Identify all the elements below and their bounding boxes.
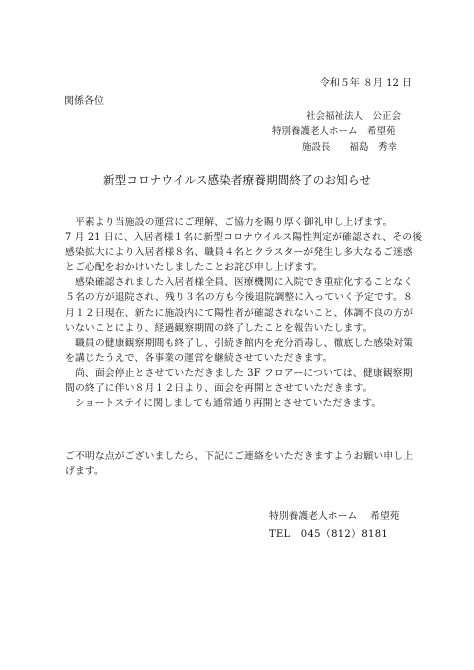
body-line: 尚、面会停止とさせていただきました 3F フロアーについては、健康観察期: [65, 367, 413, 379]
body-line: とご心配をおかけいたしましたことお詫び申し上げます。: [65, 262, 323, 274]
closing-line: げます。: [65, 466, 105, 478]
body-line: を講じたうえで、各事業の運営を継続させていただきます。: [65, 352, 333, 364]
sender-director: 施設長 福島 秀幸: [302, 142, 398, 153]
body-line: 感染確認されました入居者様全員、医療機関に入院でき重症化することなく: [65, 277, 414, 289]
sender-organization: 社会福祉法人 公正会: [306, 111, 402, 122]
body-line: 平素より当施設の運営にご理解、ご協力を賜り厚く御礼申し上げます。: [65, 217, 393, 228]
body-line: ショートステイに関しましても通常通り再開とさせていただきます。: [65, 398, 382, 410]
contact-phone: TEL 045（812）8181: [269, 529, 389, 540]
sender-facility: 特別養護老人ホーム 希望苑: [272, 126, 396, 137]
contact-facility-name: 特別養護老人ホーム 希望苑: [269, 511, 400, 522]
body-text: [65, 215, 423, 411]
recipient-line: 関係各位: [64, 96, 104, 107]
body-line: いないことにより、経過観察期間の終了したことを報告いたします。: [65, 322, 373, 334]
body-line: ５名の方が退院され、残り３名の方も今後退院調整に入っていく予定です。８: [65, 292, 413, 304]
body-line: 感染拡大により入居者様８名、職員４名とクラスターが発生し多大なるご迷惑: [65, 247, 413, 259]
document-date: 令和５年 ８月 12 日: [319, 78, 412, 89]
closing-text: [65, 449, 414, 479]
body-line: 職員の健康観察期間も終了し、引続き館内を充分消毒し、徹底した感染対策: [65, 337, 414, 349]
body-line: 月１２日現在、新たに施設内にて陽性者が確認されないこと、体調不良の方が: [65, 307, 414, 319]
document-title: 新型コロナウイルス感染者療養期間終了のお知らせ: [102, 173, 372, 187]
closing-line: ご不明な点がございましたら、下記にご連絡をいただきますようお願い申し上: [65, 451, 414, 462]
body-line: 7 月 21 日に、入居者様１名に新型コロナウイルス陽性判定が確認され、その後: [65, 232, 423, 244]
body-line: 間の終了に伴い８月１２日より、面会を再開とさせていただきます。: [65, 383, 373, 395]
